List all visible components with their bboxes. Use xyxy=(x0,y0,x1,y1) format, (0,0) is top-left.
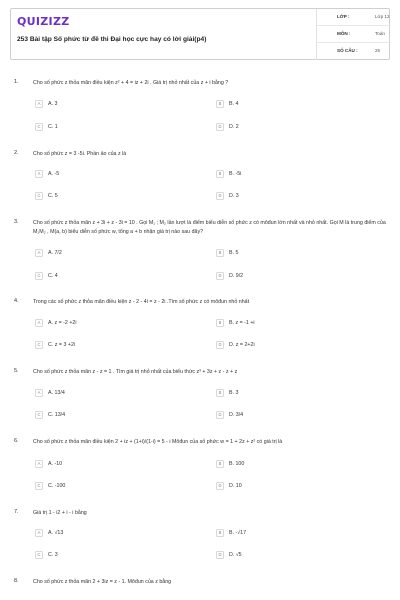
option-a[interactable] xyxy=(35,389,205,399)
option-text: D. 2 xyxy=(229,123,239,130)
option-c[interactable] xyxy=(35,341,205,351)
option-text: C. 13/4 xyxy=(48,411,66,418)
option-text: C. z = 3 +2i xyxy=(48,341,76,348)
option-letter-box: C xyxy=(35,551,43,559)
meta-value: 25 xyxy=(375,48,381,53)
option-b[interactable] xyxy=(216,170,386,180)
option-text: B. z = -1 +i xyxy=(229,319,255,326)
option-text: B. -√17 xyxy=(229,529,247,536)
option-letter-box: A xyxy=(35,170,43,178)
option-text: C. 4 xyxy=(48,272,58,279)
option-text: A. 3 xyxy=(48,100,58,107)
option-letter-box: B xyxy=(216,319,224,327)
option-letter-box: B xyxy=(216,170,224,178)
option-letter-box: A xyxy=(35,319,43,327)
option-letter-box: C xyxy=(35,123,43,131)
question-text: Trong các số phức z thỏa mãn điều kiện z - 2 - 4i = z - 2i .Tìm số phức z có môđun nhỏ nhất xyxy=(33,299,250,305)
option-letter-box: B xyxy=(216,100,224,108)
option-c[interactable] xyxy=(35,411,205,421)
option-a[interactable] xyxy=(35,249,205,259)
option-d[interactable] xyxy=(216,123,386,133)
option-a[interactable] xyxy=(35,319,205,329)
option-text: B. 3 xyxy=(229,389,239,396)
option-letter-box: D xyxy=(216,411,224,419)
option-b[interactable] xyxy=(216,389,386,399)
meta-row-subject xyxy=(317,26,391,43)
option-letter-box: C xyxy=(35,482,43,490)
option-text: A. -5 xyxy=(48,170,60,177)
meta-row-class xyxy=(317,9,391,26)
option-letter-box: B xyxy=(216,529,224,537)
option-c[interactable] xyxy=(35,551,205,561)
option-letter-box: A xyxy=(35,100,43,108)
option-text: D. 3 xyxy=(229,192,239,199)
meta-label: LỚP : xyxy=(337,14,350,19)
option-letter-box: B xyxy=(216,460,224,468)
question-number: 4. xyxy=(14,298,19,304)
option-d[interactable] xyxy=(216,551,386,561)
option-text: B. 5 xyxy=(229,249,239,256)
option-a[interactable] xyxy=(35,460,205,470)
option-b[interactable] xyxy=(216,529,386,539)
option-letter-box: C xyxy=(35,411,43,419)
option-text: A. z = -2 +2i xyxy=(48,319,77,326)
meta-value: Lớp 12 xyxy=(375,14,390,19)
question-text: Giá trị 1 - i2 + i - i bằng xyxy=(33,510,87,516)
option-letter-box: C xyxy=(35,341,43,349)
option-text: D. 10 xyxy=(229,482,242,489)
question-text: Cho số phức z thỏa mãn điều kiện z² + 4 = iz + 2i . Giá trị nhỏ nhất của z + i bằng ? xyxy=(33,80,229,86)
question-text: Cho số phức z = 3 -5i. Phần ảo của z là xyxy=(33,151,127,157)
option-letter-box: C xyxy=(35,192,43,200)
option-c[interactable] xyxy=(35,272,205,282)
option-text: C. 5 xyxy=(48,192,58,199)
option-c[interactable] xyxy=(35,192,205,202)
option-text: A. √13 xyxy=(48,529,64,536)
option-d[interactable] xyxy=(216,341,386,351)
option-text: A. -10 xyxy=(48,460,63,467)
option-letter-box: A xyxy=(35,389,43,397)
option-text: B. 4 xyxy=(229,100,239,107)
option-c[interactable] xyxy=(35,123,205,133)
option-letter-box: D xyxy=(216,551,224,559)
question-text: Cho số phức z thỏa mãn 2 + 3iz = z - 1. Môđun của z bằng xyxy=(33,579,172,585)
option-d[interactable] xyxy=(216,272,386,282)
option-d[interactable] xyxy=(216,482,386,492)
option-letter-box: B xyxy=(216,249,224,257)
option-letter-box: C xyxy=(35,272,43,280)
meta-panel xyxy=(316,9,390,60)
option-text: C. -100 xyxy=(48,482,66,489)
option-c[interactable] xyxy=(35,482,205,492)
option-b[interactable] xyxy=(216,319,386,329)
option-letter-box: D xyxy=(216,482,224,490)
question-number: 8. xyxy=(14,578,19,584)
option-text: D. 9/2 xyxy=(229,272,244,279)
worksheet-header xyxy=(10,8,390,60)
question-number: 2. xyxy=(14,150,19,156)
question-text: Cho số phức z thỏa mãn z + 3i + z - 3i = 10 . Gọi M₁ ; M₂ lần lượt là điểm biểu diễn số phức z có môđun lớn nhất và nhỏ nhất. Gọi M là trung điểm của M₁M₂ , M(a, b) biểu diễn số phức w, tổng a + b nhận giá trị nào sau đây? xyxy=(33,220,386,235)
option-b[interactable] xyxy=(216,249,386,259)
meta-row-count xyxy=(317,43,391,60)
option-text: B. -5i xyxy=(229,170,242,177)
meta-label: MÔN : xyxy=(337,31,351,36)
option-text: A. 7/2 xyxy=(48,249,62,256)
question-text: Cho số phức z thỏa mãn z - z = 1 . Tìm giá trị nhỏ nhất của biểu thức z³ + 3z + z - z + z xyxy=(33,369,238,375)
question-number: 5. xyxy=(14,368,19,374)
option-b[interactable] xyxy=(216,100,386,110)
worksheet-title: 253 Bài tập Số phức từ đề thi Đại học cực hay có lời giải(p4) xyxy=(17,36,207,43)
question-number: 3. xyxy=(14,219,19,225)
option-letter-box: A xyxy=(35,529,43,537)
option-a[interactable] xyxy=(35,170,205,180)
option-b[interactable] xyxy=(216,460,386,470)
option-text: D. 3/4 xyxy=(229,411,244,418)
option-a[interactable] xyxy=(35,100,205,110)
quizizz-logo: QUIZIZZ xyxy=(17,15,70,28)
meta-value: Toán xyxy=(375,31,385,36)
question-number: 6. xyxy=(14,438,19,444)
option-text: B. 100 xyxy=(229,460,245,467)
option-letter-box: D xyxy=(216,341,224,349)
question-number: 7. xyxy=(14,509,19,515)
option-letter-box: A xyxy=(35,460,43,468)
question-number: 1. xyxy=(14,79,19,85)
option-letter-box: A xyxy=(35,249,43,257)
option-letter-box: D xyxy=(216,272,224,280)
option-letter-box: D xyxy=(216,123,224,131)
option-a[interactable] xyxy=(35,529,205,539)
option-d[interactable] xyxy=(216,192,386,202)
meta-label: SỐ CÂU : xyxy=(337,48,358,53)
option-text: D. √5 xyxy=(229,551,242,558)
option-text: C. 1 xyxy=(48,123,58,130)
question-text: Cho số phức z thỏa mãn điều kiện 2 + iz + (1+i)/(1-i) = 5 - i Môđun của số phức w = 1 + 2z + z² có giá trị là xyxy=(33,439,283,445)
option-letter-box: D xyxy=(216,192,224,200)
option-text: C. 3 xyxy=(48,551,58,558)
option-text: D. z = 2+2i xyxy=(229,341,255,348)
option-letter-box: B xyxy=(216,389,224,397)
option-d[interactable] xyxy=(216,411,386,421)
option-text: A. 13/4 xyxy=(48,389,65,396)
